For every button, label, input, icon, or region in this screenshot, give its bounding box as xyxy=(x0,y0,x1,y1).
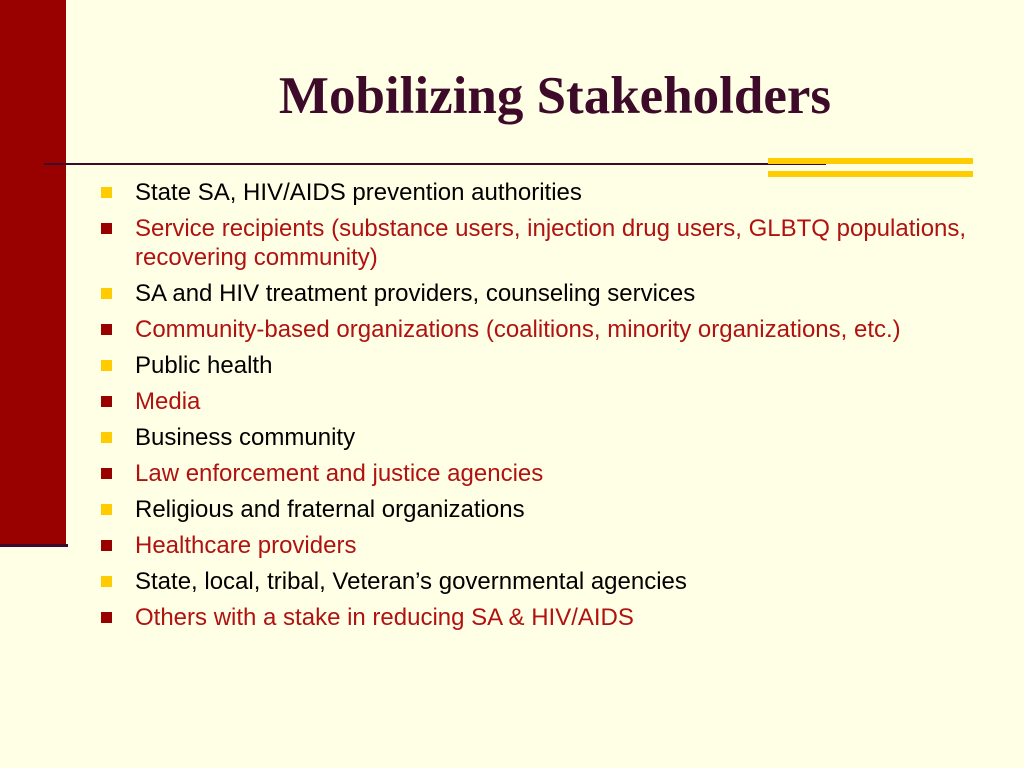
list-item xyxy=(100,459,1015,488)
square-bullet-icon xyxy=(101,288,112,299)
list-item-text: Law enforcement and justice agencies xyxy=(135,460,544,487)
square-bullet-icon xyxy=(101,187,112,198)
square-bullet-icon xyxy=(101,324,112,335)
square-bullet-icon xyxy=(101,396,112,407)
list-item-text: State, local, tribal, Veteran’s governmental agencies xyxy=(135,568,687,595)
list-item xyxy=(100,178,1015,207)
list-item xyxy=(100,279,1015,308)
list-item-text: SA and HIV treatment providers, counseling services xyxy=(135,280,696,307)
left-sidebar-bar xyxy=(0,0,66,544)
square-bullet-icon xyxy=(101,432,112,443)
list-item-text: Business community xyxy=(135,424,356,451)
list-item-text: Public health xyxy=(135,352,273,379)
left-sidebar-underline xyxy=(0,544,68,547)
list-item xyxy=(100,423,1015,452)
square-bullet-icon xyxy=(101,360,112,371)
list-item xyxy=(100,351,1015,380)
stakeholder-list xyxy=(100,178,1015,639)
square-bullet-icon xyxy=(101,540,112,551)
title-divider xyxy=(44,163,826,165)
square-bullet-icon xyxy=(101,504,112,515)
gold-accent-bar-top xyxy=(768,158,973,164)
list-item xyxy=(100,495,1015,524)
list-item xyxy=(100,214,1015,272)
list-item-text: Others with a stake in reducing SA & HIV/AIDS xyxy=(135,604,634,631)
list-item xyxy=(100,315,1015,344)
slide-title: Mobilizing Stakeholders xyxy=(278,67,832,125)
list-item-text: Healthcare providers xyxy=(135,532,357,559)
square-bullet-icon xyxy=(101,576,112,587)
list-item-text: Service recipients (substance users, injection drug users, GLBTQ populations, recovering community) xyxy=(135,215,967,271)
list-item xyxy=(100,387,1015,416)
list-item-text: Religious and fraternal organizations xyxy=(135,496,525,523)
gold-accent-bars xyxy=(768,158,973,178)
gold-accent-bar-bottom xyxy=(768,171,973,177)
list-item-text: Media xyxy=(135,388,201,415)
square-bullet-icon xyxy=(101,612,112,623)
list-item xyxy=(100,567,1015,596)
square-bullet-icon xyxy=(101,223,112,234)
list-item xyxy=(100,531,1015,560)
list-item-text: State SA, HIV/AIDS prevention authorities xyxy=(135,179,582,206)
square-bullet-icon xyxy=(101,468,112,479)
list-item xyxy=(100,603,1015,632)
list-item-text: Community-based organizations (coalitions, minority organizations, etc.) xyxy=(135,316,901,343)
